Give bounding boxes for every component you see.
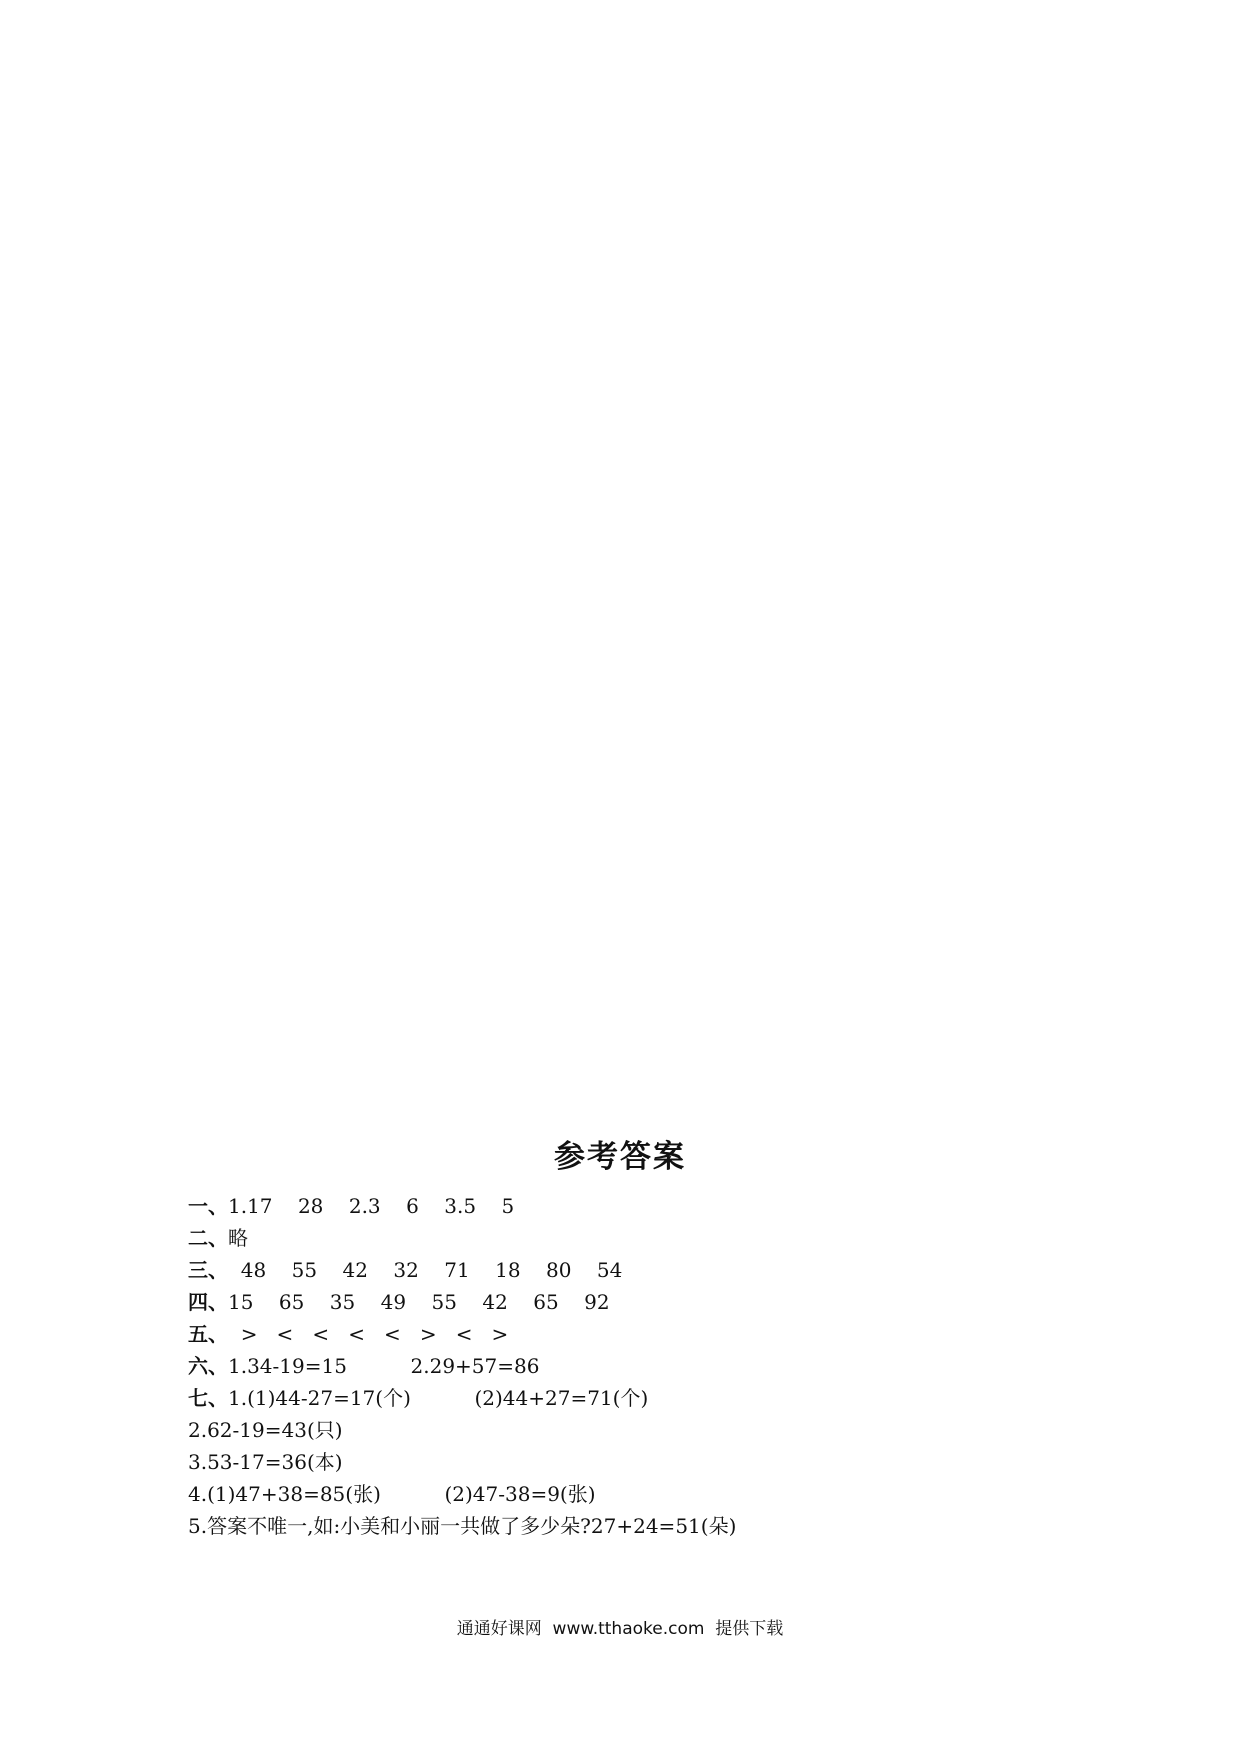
answer-line [188, 1318, 1088, 1350]
answer-text: 4.(1)47+38=85(张) (2)47-38=9(张) [188, 1482, 596, 1506]
answer-line [188, 1478, 1088, 1510]
section-number: 二、 [188, 1226, 228, 1250]
answer-line [188, 1190, 1088, 1222]
answer-line [188, 1350, 1088, 1382]
section-number: 四、 [188, 1290, 228, 1314]
answer-text: 15 65 35 49 55 42 65 92 [228, 1290, 610, 1314]
answer-line [188, 1286, 1088, 1318]
answer-text: 1.(1)44-27=17(个) (2)44+27=71(个) [228, 1386, 649, 1410]
section-number: 六、 [188, 1354, 228, 1378]
page-footer: 通通好课网 www.tthaoke.com 提供下载 [456, 1619, 784, 1639]
answer-text: 48 55 42 32 71 18 80 54 [228, 1258, 623, 1282]
answer-text: > < < < < > < > [228, 1322, 509, 1346]
answer-line [188, 1222, 1088, 1254]
answer-text: 1.34-19=15 2.29+57=86 [228, 1354, 540, 1378]
answer-line [188, 1446, 1088, 1478]
answer-text: 3.53-17=36(本) [188, 1450, 343, 1474]
answer-list [188, 1190, 1088, 1542]
answer-line [188, 1254, 1088, 1286]
answer-text: 略 [228, 1226, 248, 1250]
answer-text: 5.答案不唯一,如:小美和小丽一共做了多少朵?27+24=51(朵) [188, 1514, 737, 1538]
page-title: 参考答案 [554, 1139, 686, 1175]
answer-text: 2.62-19=43(只) [188, 1418, 343, 1442]
section-number: 七、 [188, 1386, 228, 1410]
answer-line [188, 1414, 1088, 1446]
section-number: 五、 [188, 1322, 228, 1346]
section-number: 一、 [188, 1194, 228, 1218]
answer-line [188, 1382, 1088, 1414]
section-number: 三、 [188, 1258, 228, 1282]
answer-text: 1.17 28 2.3 6 3.5 5 [228, 1194, 515, 1218]
answer-line [188, 1510, 1088, 1542]
